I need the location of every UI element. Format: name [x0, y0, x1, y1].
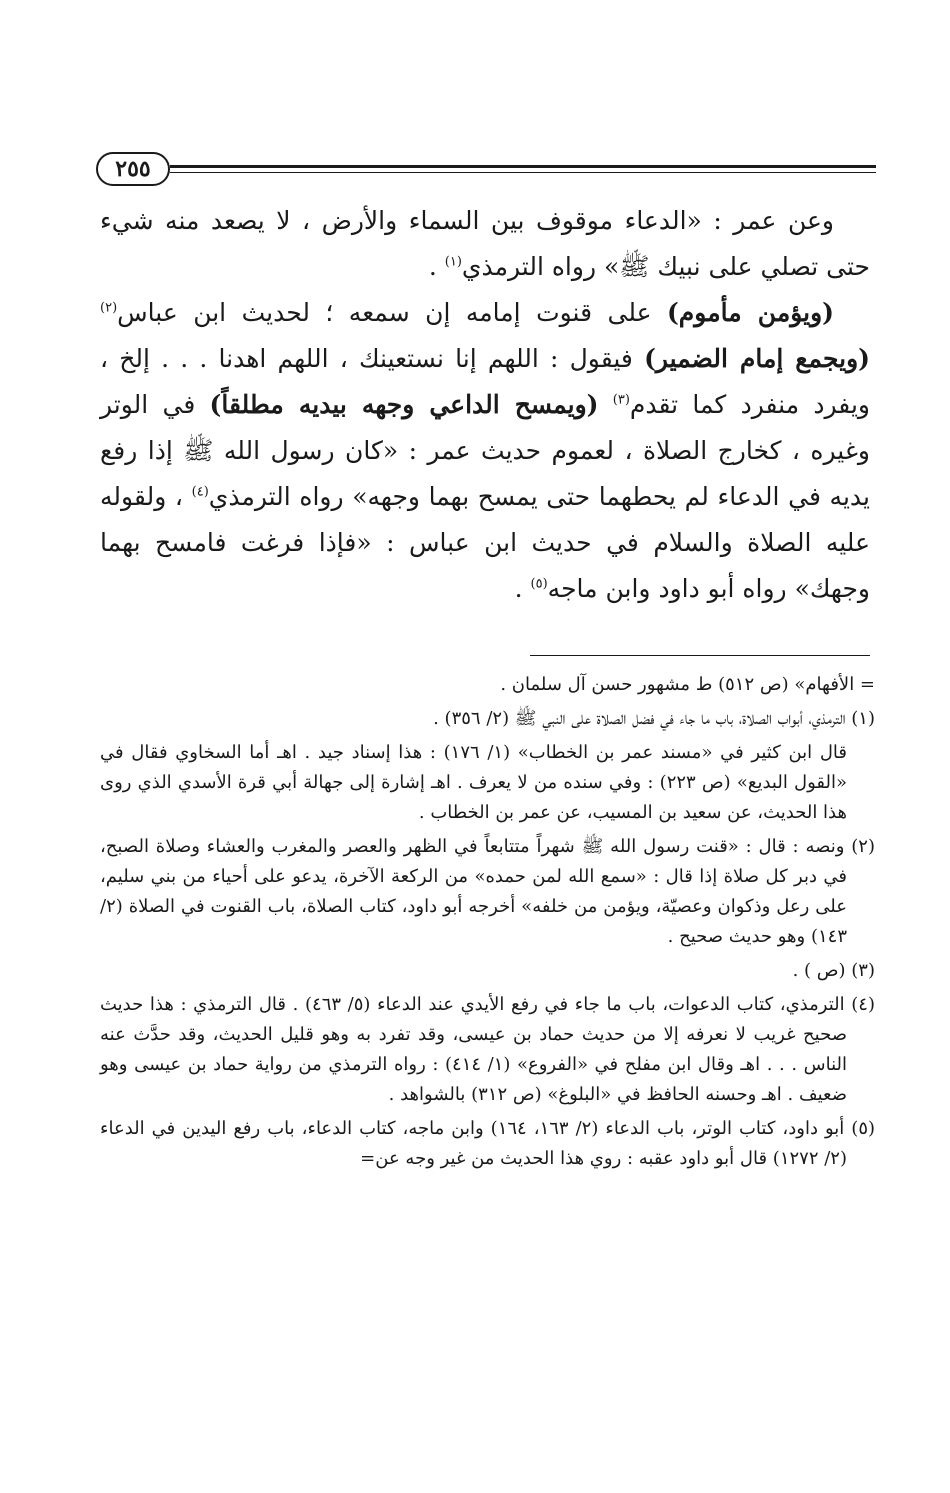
paragraph-umar: [100, 198, 870, 290]
paragraph-qunut: [100, 290, 870, 612]
footnote-4: (٤) الترمذي، كتاب الدعوات، باب ما جاء في رفع الأيدي عند الدعاء (٥/ ٤٦٣) . قال الترمذي : هذا حديث صحيح غريب لا نعرفه إلا من حديث حماد بن عيسى، وقد تفرد به وهو قليل الحديث، وقد حدَّث عنه الناس . . . اهـ وقال ابن مفلح في «الفروع» (١/ ٤١٤) : رواه الترمذي من رواية حماد بن عيسى وهو ضعيف . اهـ وحسنه الحافظ في «البلوغ» (ص ٣١٢) بالشواهد .: [100, 994, 875, 1105]
matn-phrase: (ويؤمن مأموم): [666, 298, 834, 327]
footnote-3: (٣) (ص ) .: [792, 960, 875, 981]
text-segment: فيقول : اللهم إنا نستعينك ، اللهم اهدنا . . . إلخ ، ويفرد منفرد كما تقدم: [100, 344, 870, 419]
text-segment: على قنوت إمامه إن سمعه ؛ لحديث ابن عباس: [117, 298, 667, 327]
header-rule: [170, 165, 876, 168]
text-segment: .: [428, 252, 445, 281]
footnote-ref-2: (٢): [100, 300, 118, 316]
footnote-ref-5: (٥): [530, 576, 548, 592]
footnote-1-comment: قال ابن كثير في «مسند عمر بن الخطاب» (١/ ١٧٦) : هذا إسناد جيد . اهـ أما السخاوي فقال في «القول البديع» (ص ٢٢٣) : وفي سنده من لا يعرف . اهـ إشارة إلى جهالة أبي قرة الأسدي الذي روى هذا الحديث، عن سعيد بن المسيب، عن عمر بن الخطاب .: [100, 742, 847, 823]
footnote-ref-4: (٤): [191, 484, 209, 500]
matn-phrase: (ويمسح الداعي وجهه بيديه مطلقاً): [209, 390, 599, 419]
text-segment: في الوتر وغيره ، كخارج الصلاة ، لعموم حديث عمر : «كان رسول الله ﷺ إذا رفع يديه في الدعاء لم يحطهما حتى يمسح بهما وجهه» رواه الترمذي: [100, 390, 870, 511]
text-segment: .: [514, 574, 531, 603]
text-segment: وعن عمر : «الدعاء موقوف بين السماء والأرض ، لا يصعد منه شيء حتى تصلي على نبيك ﷺ» رواه الترمذي: [100, 206, 870, 281]
footnote-5: (٥) أبو داود، كتاب الوتر، باب الدعاء (٢/ ١٦٣، ١٦٤) وابن ماجه، كتاب الدعاء، باب رفع اليدين في الدعاء (٢/ ١٢٧٢) قال أبو داود عقبه : روي هذا الحديث من غير وجه عن=: [100, 1118, 876, 1169]
text-segment: ، ولقوله عليه الصلاة والسلام في حديث ابن عباس : «فإذا فرغت فامسح بهما وجهك» رواه أبو داود وابن ماجه: [100, 482, 870, 603]
page-header: [96, 150, 876, 190]
main-text: [100, 198, 870, 612]
footnote-divider: [530, 655, 870, 656]
footnote-1: (١) الترمذي، أبواب الصلاة، باب ما جاء في فضل الصلاة على النبي ﷺ (٢/ ٣٥٦) .: [433, 708, 875, 729]
footnote-ref-1: (١): [444, 254, 462, 270]
matn-phrase: (ويجمع إمام الضمير): [644, 344, 870, 373]
footnote-continuation: = الأفهام» (ص ٥١٢) ط مشهور حسن آل سلمان .: [500, 674, 875, 695]
page-number: ٢٥٥: [96, 152, 170, 186]
header-rule-thin: [170, 172, 876, 173]
footnotes: [100, 670, 875, 1178]
footnote-ref-3: (٣): [612, 392, 630, 408]
footnote-2: (٢) ونصه : قال : «قنت رسول الله ﷺ شهراً متتابعاً في الظهر والعصر والمغرب والعشاء وصلاة الصبح، في دبر كل صلاة إذا قال : «سمع الله لمن حمده» من الركعة الآخرة، يدعو على أحياء من بني سليم، على رعل وذكوان وعصيّة، ويؤمن من خلفه» أخرجه أبو داود، كتاب الصلاة، باب القنوت في الصلاة (٢/ ١٤٣) وهو حديث صحيح .: [100, 836, 875, 947]
